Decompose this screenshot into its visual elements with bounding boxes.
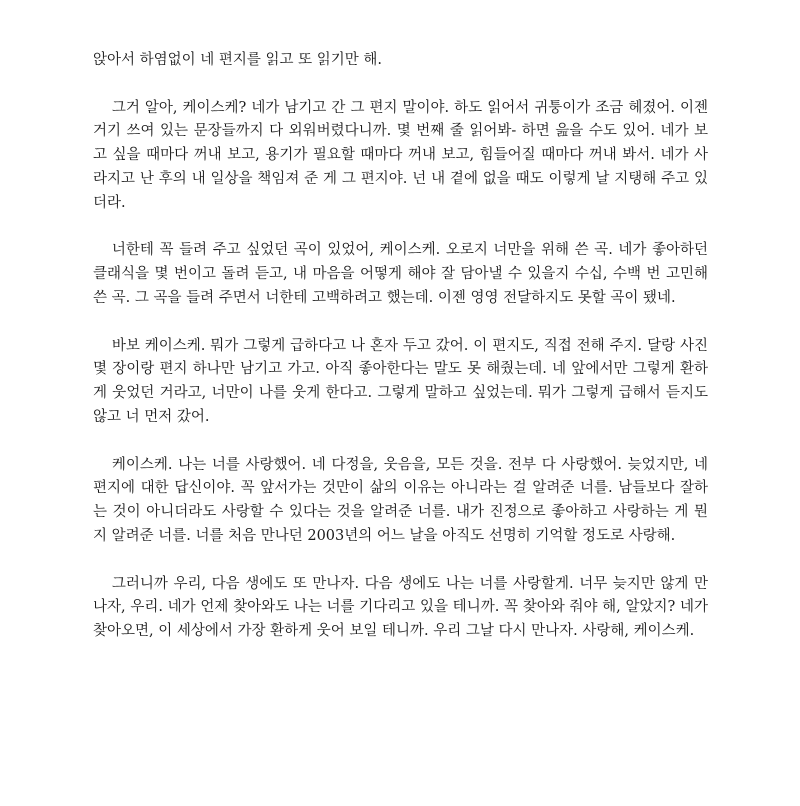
paragraph: 케이스케. 나는 너를 사랑했어. 네 다정을, 웃음을, 모든 것을. 전부 다 사랑했어. 늦었지만, 네 편지에 대한 답신이야. 꼭 앞서가는 것만이 삶의 이유는 아니라는 걸 알려준 너를. 남들보다 잘하는 것이 아니더라도 사랑할 수 있다는 것을 알려준 너를. 내가 진정으로 좋아하고 사랑하는 게 뭔지 알려준 너를. 너를 처음 만나던 2003년의 어느 날을 아직도 선명히 기억할 정도로 사랑해. [93, 456, 708, 544]
paragraph: 바보 케이스케. 뭐가 그렇게 급하다고 나 혼자 두고 갔어. 이 편지도, 직접 전해 주지. 달랑 사진 몇 장이랑 편지 하나만 남기고 가고. 아직 좋아한다는 말도 못 해줬는데. 네 앞에서만 그렇게 환하게 웃었던 거라고, 너만이 나를 웃게 한다고. 그렇게 말하고 싶었는데. 뭐가 그렇게 급해서 듣지도 않고 너 먼저 갔어. [93, 337, 708, 425]
paragraph-continuation: 앉아서 하염없이 네 편지를 읽고 또 읽기만 해. [93, 52, 382, 68]
paragraph: 너한테 꼭 들려 주고 싶었던 곡이 있었어, 케이스케. 오로지 너만을 위해 쓴 곡. 네가 좋아하던 클래식을 몇 번이고 돌려 듣고, 내 마음을 어떻게 해야 잘 담아낼 수 있을지 수십, 수백 번 고민해 쓴 곡. 그 곡을 들려 주면서 너한테 고백하려고 했는데. 이젠 영영 전달하지도 못할 곡이 됐네. [93, 242, 708, 306]
paragraph: 그거 알아, 케이스케? 네가 남기고 간 그 편지 말이야. 하도 읽어서 귀퉁이가 조금 헤졌어. 이젠 거기 쓰여 있는 문장들까지 다 외워버렸다니까. 몇 번째 줄 읽어봐- 하면 읊을 수도 있어. 네가 보고 싶을 때마다 꺼내 보고, 용기가 필요할 때마다 꺼내 보고, 힘들어질 때마다 꺼내 봐서. 네가 사라지고 난 후의 내 일상을 책임져 준 게 그 편지야. 넌 내 곁에 없을 때도 이렇게 날 지탱해 주고 있더라. [93, 99, 708, 211]
paragraph: 그러니까 우리, 다음 생에도 또 만나자. 다음 생에도 나는 너를 사랑할게. 너무 늦지만 않게 만나자, 우리. 네가 언제 찾아와도 나는 너를 기다리고 있을 테니까. 꼭 찾아와 줘야 해, 알았지? 네가 찾아오면, 이 세상에서 가장 환하게 웃어 보일 테니까. 우리 그날 다시 만나자. 사랑해, 케이스케. [93, 575, 708, 640]
letter-body [93, 49, 708, 644]
